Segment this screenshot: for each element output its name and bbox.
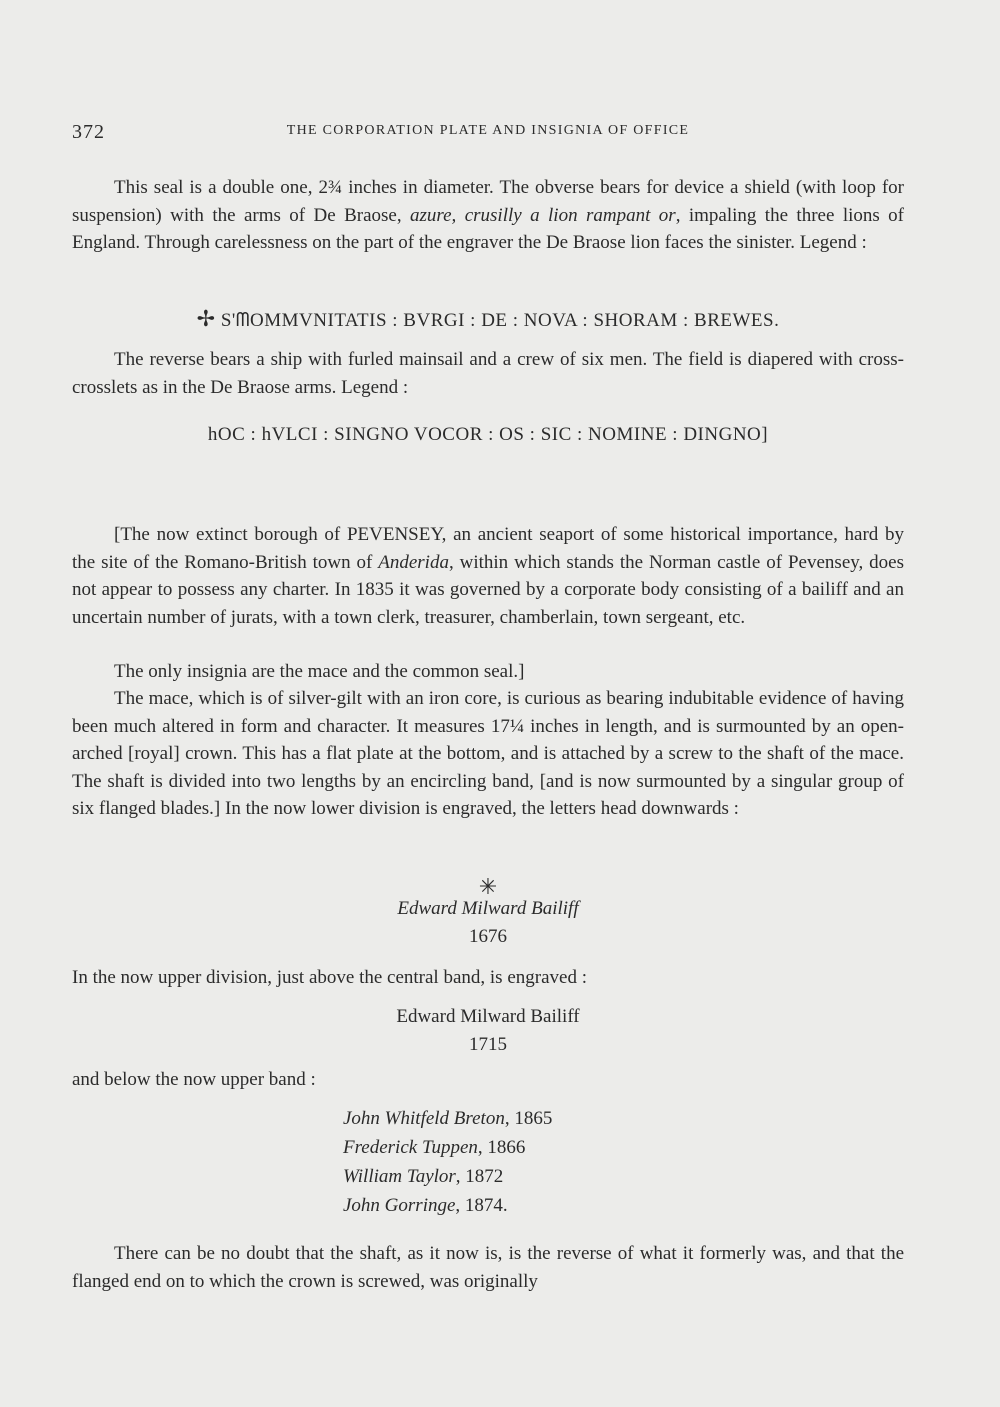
page-header (72, 121, 904, 143)
paragraph-seal-description: This seal is a double one, 2¾ inches in diameter. The obverse bears for device a shield (with loop for suspension) with the arms of De Braose, azure, crusilly a lion rampant or, impaling the three lions of England. Through carelessness on the part of the engraver the De Braose lion faces the sinister. Legend : (72, 177, 905, 253)
paragraph-insignia: The only insignia are the mace and the common seal.] (114, 661, 525, 682)
running-title: THE CORPORATION PLATE AND INSIGNIA OF OFFICE (286, 123, 690, 138)
paragraph-mace: The mace, which is of silver-gilt with an iron core, is curious as bearing indubitable evidence of having been much altered in form and character. It measures 17¼ inches in length, and is surmounted by an open-arched [royal] crown. This has a flat plate at the bottom, and is attached by a screw to the shaft of the mace. The shaft is divided into two lengths by an encircling band, [and is now surmounted by a singular group of six flanged blades.] In the now lower division is engraved, the letters head downwards : (72, 688, 904, 819)
inscription-upper-year: 1715 (469, 1034, 507, 1055)
list-item: John Gorringe, 1874. (343, 1195, 508, 1216)
page-number: 372 (72, 121, 105, 143)
inscription-upper-name: Edward Milward Bailiff (396, 1006, 580, 1027)
paragraph-below-band: and below the now upper band : (72, 1069, 316, 1090)
paragraph-conclusion: There can be no doubt that the shaft, as it now is, is the reverse of what it formerly was, and that the flanged end on to which the crown is screwed, was originally (72, 1243, 904, 1292)
obverse-legend: ✢ S'ᗰOMMVNITATIS : BVRGI : DE : NOVA : SHORAM : BREWES. (196, 306, 780, 331)
cross-icon: ✢ (196, 306, 216, 331)
inscription-lower-year: 1676 (469, 926, 507, 947)
list-item: John Whitfeld Breton, 1865 (343, 1108, 553, 1129)
list-item: Frederick Tuppen, 1866 (343, 1137, 526, 1158)
names-list (343, 1104, 743, 1220)
paragraph-pevensey: [The now extinct borough of PEVENSEY, an ancient seaport of some historical importance, hard by the site of the Romano-British town of Anderida, within which stands the Norman castle of Pevensey, does not appear to possess any charter. In 1835 it was governed by a corporate body consisting of a bailiff and an uncertain number of jurats, with a town clerk, treasurer, chamberlain, town sergeant, etc. (72, 524, 905, 628)
paragraph-reverse: The reverse bears a ship with furled mainsail and a crew of six men. The field is diapered with cross-crosslets as in the De Braose arms. Legend : (72, 349, 904, 398)
paragraph-upper-division: In the now upper division, just above the central band, is engraved : (72, 967, 587, 988)
star-icon: ✳ (478, 874, 498, 899)
reverse-legend: hOC : hVLCI : SINGNO VOCOR : OS : SIC : NOMINE : DINGNO] (207, 424, 769, 445)
list-item: William Taylor, 1872 (343, 1166, 504, 1187)
inscription-lower-name: Edward Milward Bailiff (397, 898, 579, 919)
